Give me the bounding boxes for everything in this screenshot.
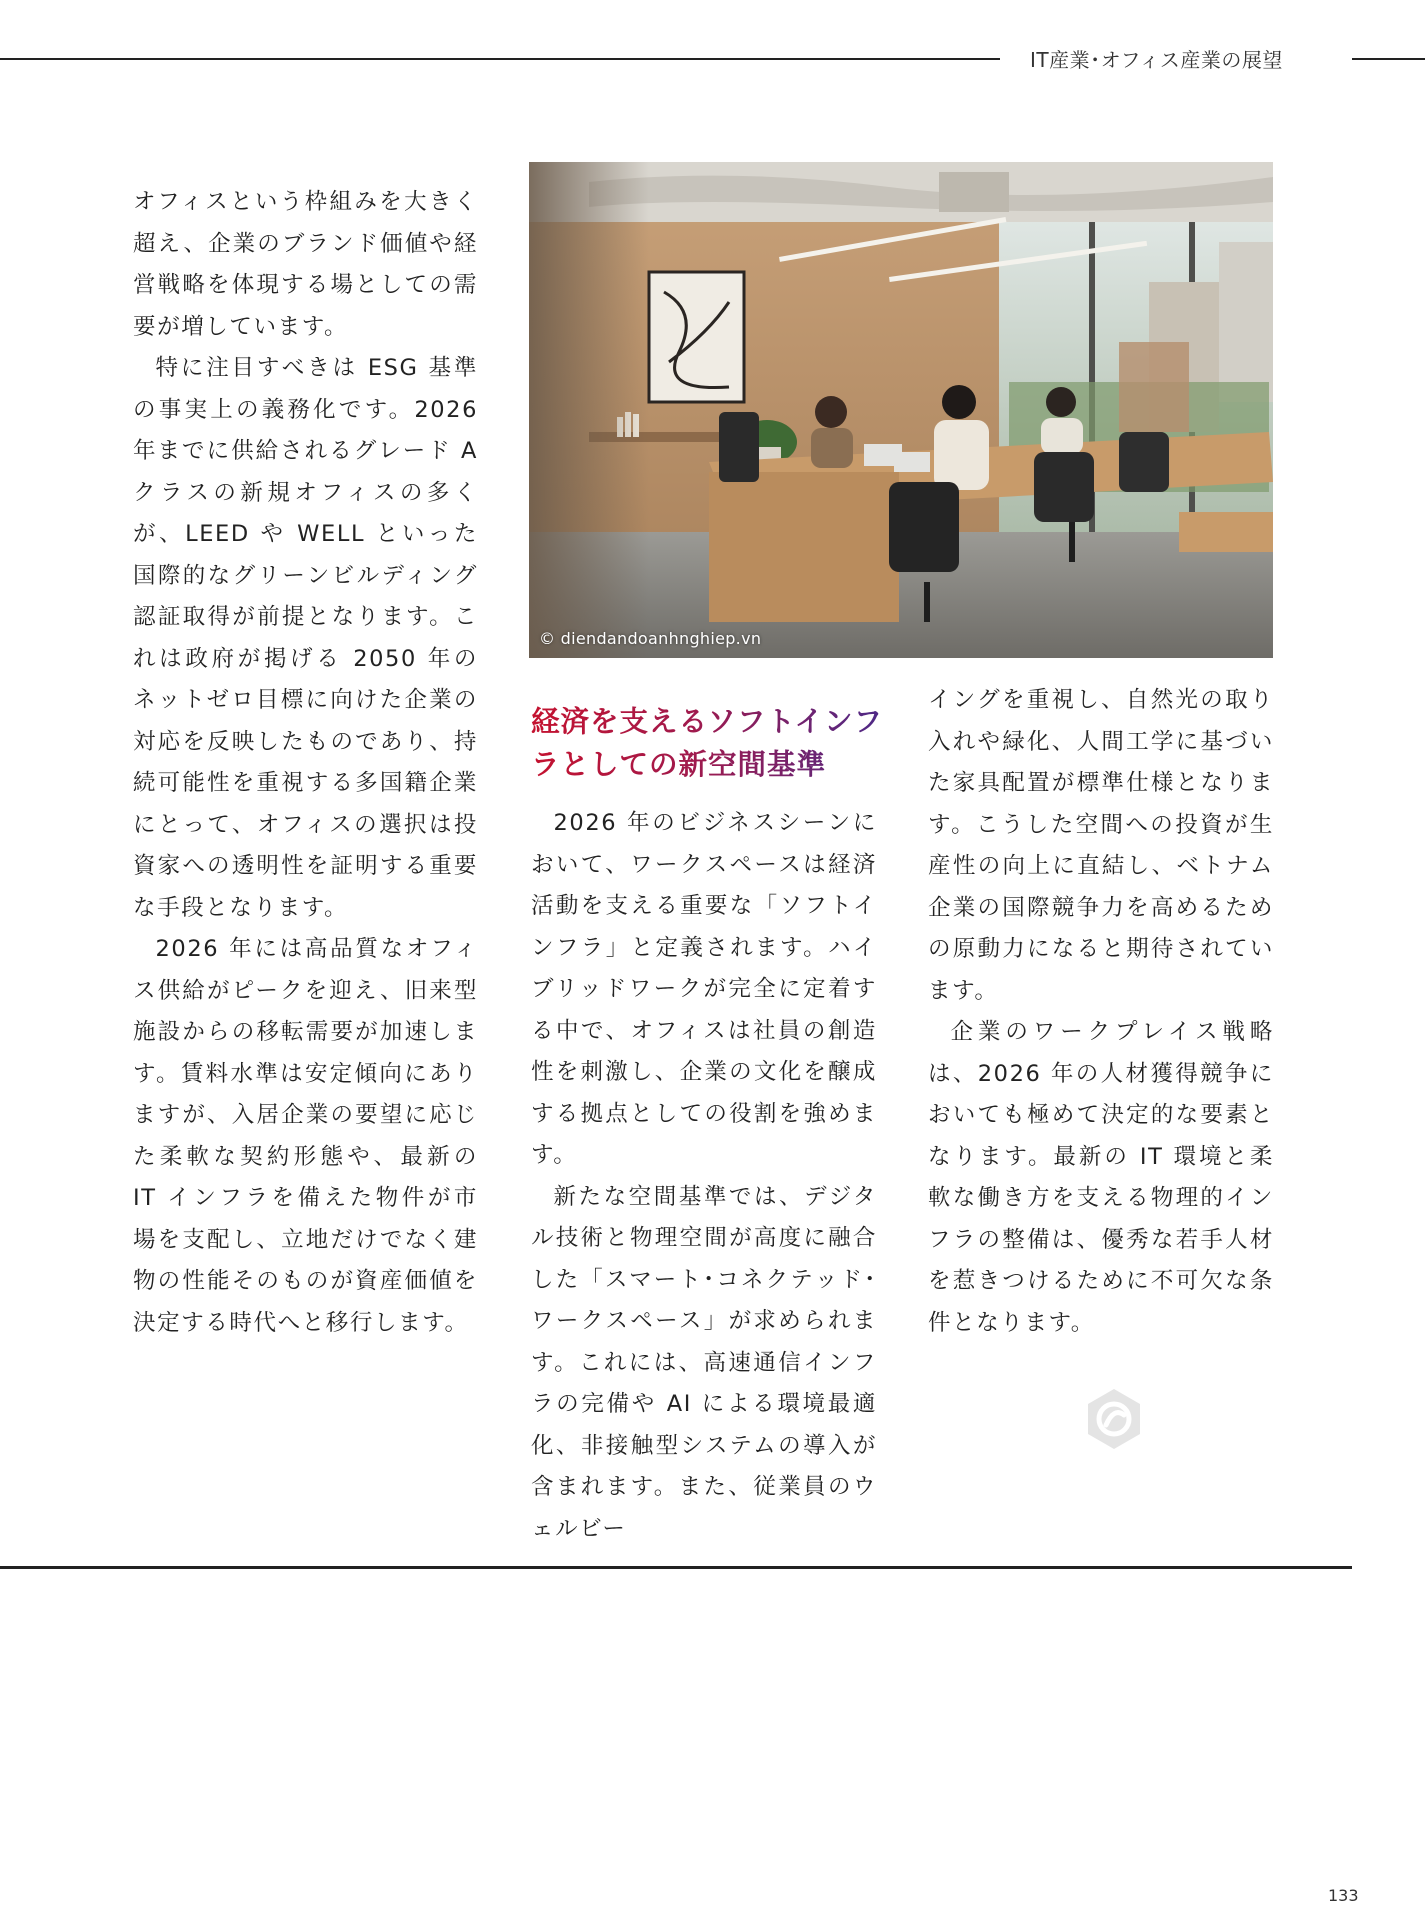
column2-paragraph-2: 新たな空間基準では、デジタル技術と物理空間が高度に融合した「スマート･コネクテッド･ワークスペース」が求められます。これには、高速通信インフラの完備や AI による環境最適化、非接触型システムの導入が含まれます。また、従業員のウェルビー (531, 1183, 877, 1542)
photo-credit: © diendandoanhnghiep.vn (539, 629, 762, 648)
column1-paragraph-2: 特に注目すべきは ESG 基準の事実上の義務化です。2026 年までに供給されるグレード A クラスの新規オフィスの多くが、LEED や WELL といった国際的なグリーンビルディング認証取得が前提となります。これは政府が掲げる 2050 年のネットゼロ目標に向けた企業の対応を反映したものであり、持続可能性を重視する多国籍企業にとって、オフィスの選択は投資家への透明性を証明する重要な手段となります。 (133, 355, 478, 921)
office-scene-illustration (529, 162, 1273, 658)
column1-paragraph-3: 2026 年には高品質なオフィス供給がピークを迎え、旧来型施設からの移転需要が加速します。賃料水準は安定傾向にありますが、入居企業の要望に応じた柔軟な契約形態や、最新の IT インフラを備えた物件が市場を支配し、立地だけでなく建物の性能そのものが資産価値を決定する時代へと移行します。 (133, 936, 478, 1336)
footer-rule (0, 1566, 1352, 1569)
body-column-3 (928, 680, 1274, 1344)
column2-paragraph-1: 2026 年のビジネスシーンにおいて、ワークスペースは経済活動を支える重要な「ソフトインフラ」と定義されます。ハイブリッドワークが完全に定着する中で、オフィスは社員の創造性を刺激し、企業の文化を醸成する拠点としての役割を強めます。 (531, 810, 877, 1168)
header-rule-right (1352, 58, 1425, 60)
body-column-2 (531, 803, 877, 1550)
column3-paragraph-2: 企業のワークプレイス戦略は、2026 年の人材獲得競争においても極めて決定的な要素となります。最新の IT 環境と柔軟な働き方を支える物理的インフラの整備は、優秀な若手人材を惹きつけるために不可欠な条件となります。 (928, 1019, 1274, 1336)
section-heading: 経済を支えるソフトインフラとしての新空間基準 (531, 700, 891, 786)
column3-paragraph-1: イングを重視し、自然光の取り入れや緑化、人間工学に基づいた家具配置が標準仕様となります。こうした空間への投資が生産性の向上に直結し、ベトナム企業の国際競争力を高めるための原動力になると期待されています。 (928, 687, 1274, 1004)
page-number: 133 (1328, 1886, 1359, 1905)
publisher-logo-icon (1082, 1387, 1146, 1451)
body-column-1 (133, 182, 478, 1344)
office-photo (529, 162, 1273, 658)
running-head: IT産業･オフィス産業の展望 (1030, 48, 1283, 72)
column1-paragraph-1: オフィスという枠組みを大きく超え、企業のブランド価値や経営戦略を体現する場としての需要が増しています。 (133, 189, 478, 340)
header-rule-left (0, 58, 1000, 60)
